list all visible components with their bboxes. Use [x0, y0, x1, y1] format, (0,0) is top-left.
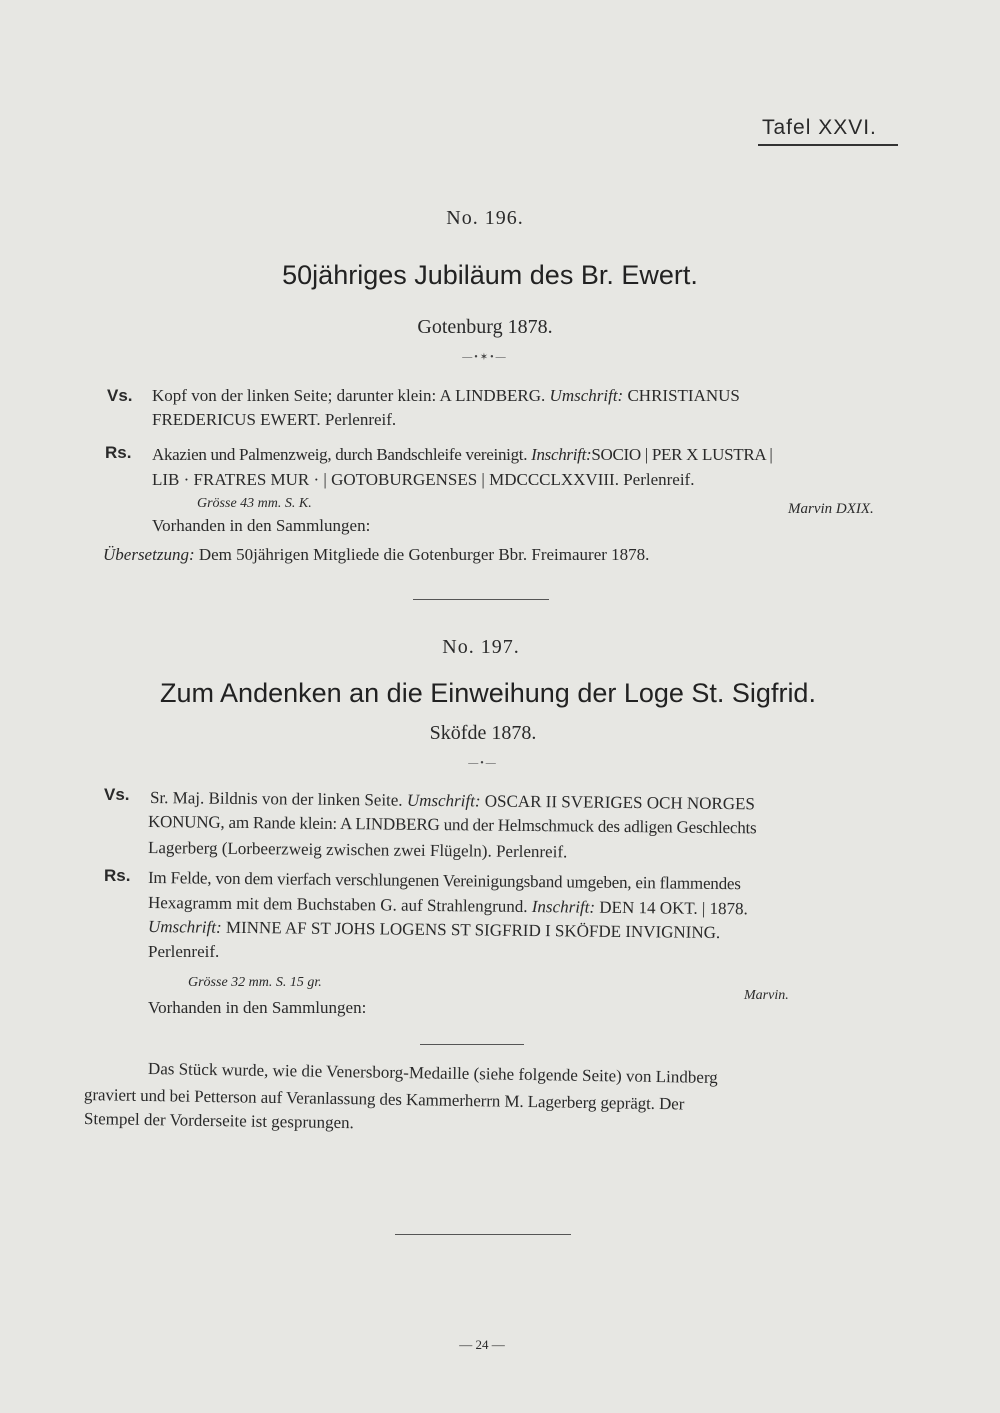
entry-196-vs-line1: Kopf von der linken Seite; darunter klein: A LINDBERG. Umschrift: CHRISTIANUS	[152, 386, 740, 405]
entry-197-number: No. 197.	[442, 636, 520, 658]
entry-196-reference: Marvin DXIX.	[788, 501, 874, 517]
entry-196-rs-line2: LIB · FRATRES MUR · | GOTOBURGENSES | MDCCCLXXVIII. Perlenreif.	[152, 470, 695, 489]
entry-197-size: Grösse 32 mm. S. 15 gr.	[188, 975, 322, 990]
entry-196-place: Gotenburg 1878.	[417, 316, 553, 338]
entry-197-place: Sköfde 1878.	[429, 722, 537, 744]
entry-197-vs-label: Vs.	[104, 785, 130, 804]
entry-197-reference: Marvin.	[744, 988, 789, 1003]
entry-196-number: No. 196.	[446, 207, 524, 229]
entry-196-translation: Übersetzung: Dem 50jährigen Mitgliede die Gotenburger Bbr. Freimaurer 1878.	[103, 545, 650, 564]
entry-197-rs-line4: Perlenreif.	[148, 942, 220, 961]
entry-197-rs-line1: Im Felde, von dem vierfach verschlungenen Vereinigungsband umgeben, ein flammendes	[147, 868, 741, 894]
entry-196-title: 50jähriges Jubiläum des Br. Ewert.	[282, 260, 698, 290]
entry-197-vs-line1: Sr. Maj. Bildnis von der linken Seite. Umschrift: OSCAR II SVERIGES OCH NORGES	[149, 788, 756, 814]
entry-197-rs-label: Rs.	[104, 866, 131, 885]
entry-196-size: Grösse 43 mm. S. K.	[197, 496, 312, 511]
note-divider	[420, 1044, 524, 1045]
entry-196-rs-line1: Akazien und Palmenzweig, durch Bandschleife vereinigt. Inschrift:SOCIO | PER X LUSTRA |	[152, 445, 773, 464]
entry-197-title: Zum Andenken an die Einweihung der Loge St. Sigfrid.	[160, 678, 816, 708]
entry-197-rs-line2: Hexagramm mit dem Buchstaben G. auf Strahlengrund. Inschrift: DEN 14 OKT. | 1878.	[147, 893, 748, 919]
entry-197-holdings: Vorhanden in den Sammlungen:	[148, 998, 367, 1017]
entry-196-ornament: —•✶•—	[462, 352, 508, 363]
entry-197-ornament: —•—	[468, 758, 498, 769]
end-divider	[395, 1234, 571, 1235]
page-number: — 24 —	[459, 1337, 505, 1352]
plate-underline	[758, 144, 898, 146]
entry-196-rs-label: Rs.	[105, 443, 132, 462]
entry-197-rs-line3: Umschrift: MINNE AF ST JOHS LOGENS ST SIGFRID I SKÖFDE INVIGNING.	[147, 917, 721, 942]
note-line-2: graviert und bei Petterson auf Veranlassung des Kammerherrn M. Lagerberg geprägt. Der	[83, 1085, 685, 1114]
plate-label: Tafel XXVI.	[762, 116, 877, 139]
section-divider	[413, 599, 549, 600]
note-line-1: Das Stück wurde, wie die Venersborg-Medaille (siehe folgende Seite) von Lindberg	[147, 1059, 718, 1087]
entry-197-vs-line2: KONUNG, am Rande klein: A LINDBERG und der Helmschmuck des adligen Geschlechts	[147, 812, 757, 838]
entry-196-vs-line2: FREDERICUS EWERT. Perlenreif.	[152, 410, 397, 429]
entry-196-holdings: Vorhanden in den Sammlungen:	[152, 516, 371, 535]
note-line-3: Stempel der Vorderseite ist gesprungen.	[83, 1109, 355, 1133]
entry-196-vs-label: Vs.	[107, 386, 133, 405]
entry-197-vs-line3: Lagerberg (Lorbeerzweig zwischen zwei Flügeln). Perlenreif.	[147, 838, 568, 862]
